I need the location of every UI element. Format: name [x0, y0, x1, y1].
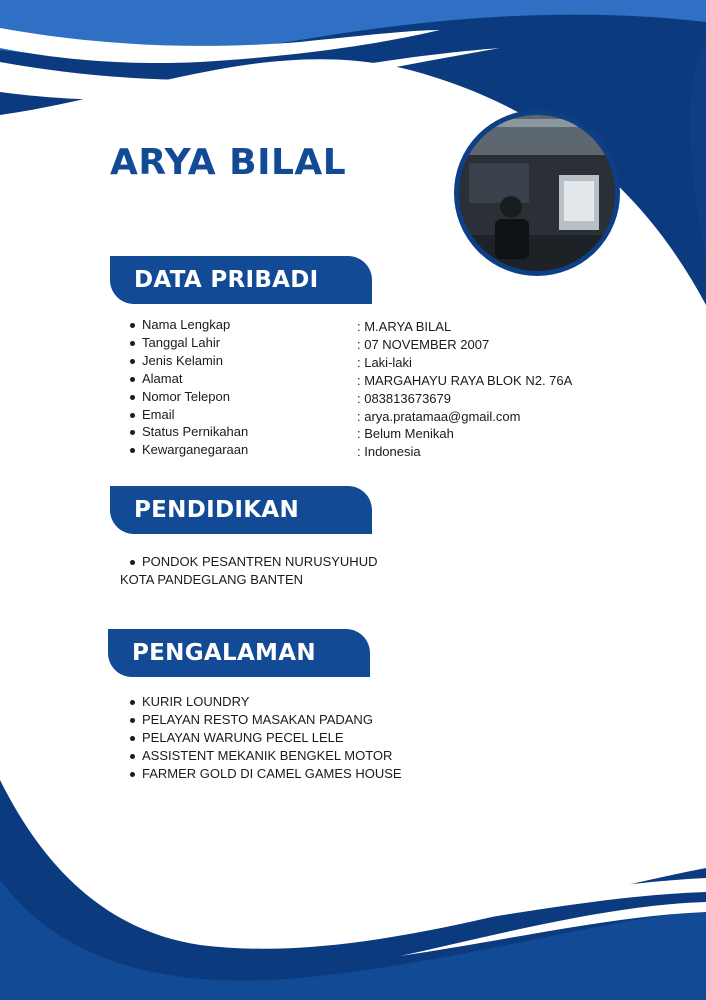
section-header-pendidikan: PENDIDIKAN: [110, 486, 372, 534]
experience-item: PELAYAN WARUNG PECEL LELE: [120, 729, 402, 747]
experience-list: [120, 693, 402, 783]
value-tanggal-lahir: : 07 NOVEMBER 2007: [357, 336, 490, 352]
label-kewarganegaraan: Kewarganegaraan: [120, 441, 248, 459]
section-header-data-pribadi: DATA PRIBADI: [110, 256, 372, 304]
section-header-pengalaman: PENGALAMAN: [108, 629, 370, 677]
value-jenis-kelamin: : Laki-laki: [357, 354, 412, 370]
experience-item: KURIR LOUNDRY: [120, 693, 402, 711]
profile-photo: [454, 110, 620, 276]
experience-item: PELAYAN RESTO MASAKAN PADANG: [120, 711, 402, 729]
label-alamat: Alamat: [120, 370, 248, 388]
value-status-pernikahan: : Belum Menikah: [357, 426, 454, 442]
education-list: [120, 553, 377, 571]
label-jenis-kelamin: Jenis Kelamin: [120, 352, 248, 370]
label-nomor-telepon: Nomor Telepon: [120, 388, 248, 406]
value-email: : arya.pratamaa@gmail.com: [357, 408, 521, 424]
label-status-pernikahan: Status Pernikahan: [120, 423, 248, 441]
person-name: ARYA BILAL: [110, 142, 347, 183]
personal-data-values: [357, 318, 572, 461]
value-nama-lengkap: : M.ARYA BILAL: [357, 319, 452, 334]
label-nama-lengkap: Nama Lengkap: [120, 316, 248, 334]
experience-item: ASSISTENT MEKANIK BENGKEL MOTOR: [120, 747, 402, 765]
label-tanggal-lahir: Tanggal Lahir: [120, 334, 248, 352]
profile-photo-image: [459, 115, 615, 271]
experience-item: FARMER GOLD DI CAMEL GAMES HOUSE: [120, 765, 402, 783]
personal-data-labels: [120, 316, 248, 459]
education-location: KOTA PANDEGLANG BANTEN: [120, 572, 304, 587]
value-kewarganegaraan: : Indonesia: [357, 444, 421, 460]
value-nomor-telepon: : 083813673679: [357, 390, 451, 406]
label-email: Email: [120, 406, 248, 424]
value-alamat: : MARGAHAYU RAYA BLOK N2. 76A: [357, 372, 573, 388]
education-item: PONDOK PESANTREN NURUSYUHUD: [120, 553, 377, 571]
